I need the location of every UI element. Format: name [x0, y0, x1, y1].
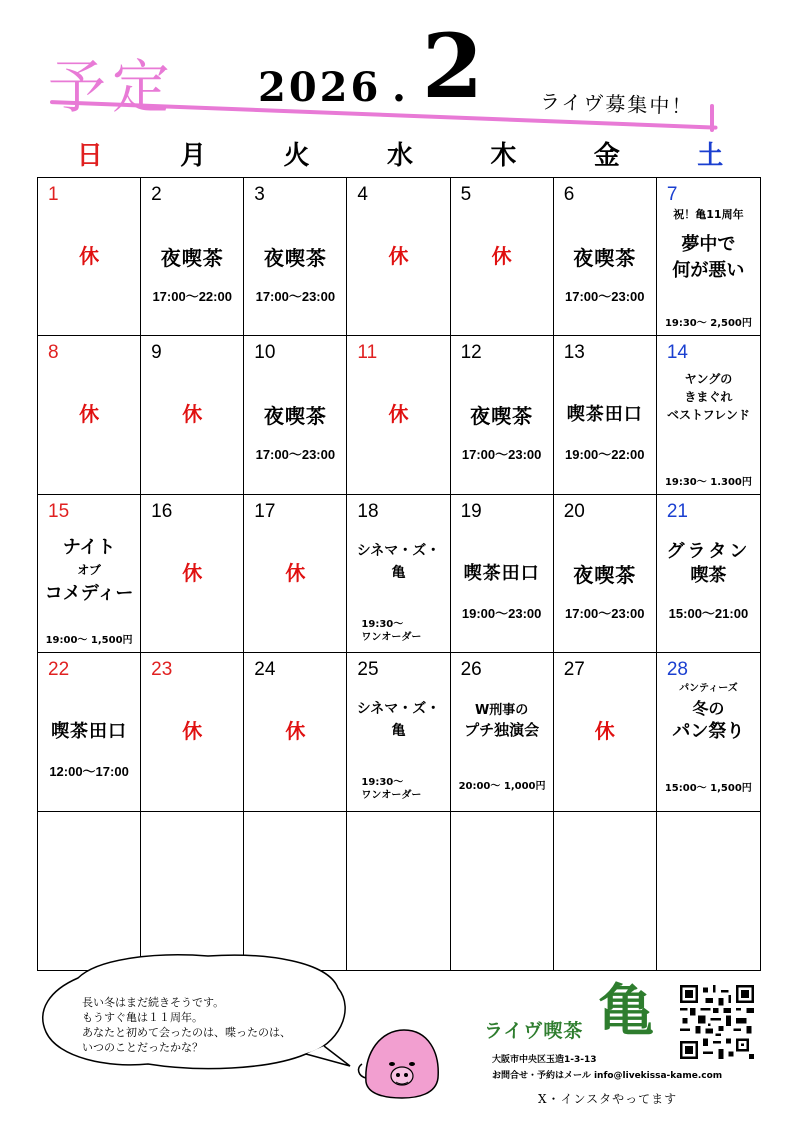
weekday-wed: 水 — [386, 141, 413, 171]
event-time: 17:00～23:00 — [565, 289, 645, 304]
bubble-line: あなたと初めて会ったのは、喋ったのは、 — [82, 1025, 291, 1039]
event-title-line: W刑事の — [474, 703, 529, 719]
shop-name: ライヴ喫茶 — [484, 1020, 584, 1042]
day-number: 3 — [254, 184, 265, 205]
closed-label: 休 — [182, 402, 203, 427]
day-number: 18 — [357, 500, 379, 522]
weekday-header — [38, 138, 762, 174]
closed-label: 休 — [594, 719, 615, 744]
event-title: 夜喫茶 — [573, 246, 637, 270]
day-number: 2 — [151, 184, 162, 205]
bubble-line: 長い冬はまだ続きそうです。 — [82, 996, 225, 1009]
event-title-line: シネマ・ズ・ — [356, 701, 441, 718]
event-title-line: コメディー — [44, 582, 134, 604]
calendar-day-cell — [38, 178, 141, 336]
closed-label: 休 — [182, 719, 203, 744]
weekday-sun: 日 — [76, 141, 103, 171]
weekday-thu: 木 — [490, 141, 517, 171]
day-number: 27 — [563, 659, 585, 681]
weekday-fri: 金 — [593, 141, 620, 171]
day-number: 23 — [151, 659, 173, 681]
calendar-day-cell — [451, 812, 554, 970]
event-time: 15:00～21:00 — [668, 605, 749, 621]
event-time: 17:00～23:00 — [255, 447, 336, 463]
calendar-day-cell — [244, 178, 347, 336]
event-time: 12:00～17:00 — [49, 764, 129, 780]
turtle-mascot-icon — [356, 1022, 446, 1102]
title-yotei: 予定 — [48, 53, 177, 121]
calendar-day-cell — [657, 812, 760, 970]
event-title-line: ヤングの — [684, 372, 733, 387]
event-title-line: オブ — [77, 562, 101, 577]
calendar-day-cell — [244, 653, 347, 811]
day-number: 9 — [151, 342, 162, 364]
day-number: 25 — [357, 659, 379, 681]
day-number: 26 — [460, 659, 482, 681]
day-number: 24 — [254, 659, 276, 681]
calendar-day-cell — [347, 812, 450, 970]
calendar-day-cell — [451, 178, 554, 336]
closed-label: 休 — [388, 402, 409, 427]
calendar-day-cell — [347, 653, 450, 811]
event-time: 17:00～23:00 — [255, 289, 336, 304]
live-recruit-note: ライヴ募集中！ — [539, 89, 694, 119]
title-month: 2 — [422, 14, 484, 118]
calendar-day-cell — [657, 178, 760, 336]
calendar-day-cell — [554, 812, 657, 970]
event-title-line: シネマ・ズ・ — [356, 542, 441, 559]
event-title-line: きまぐれ — [684, 390, 733, 405]
event-title: 夜喫茶 — [573, 562, 637, 587]
event-note: 19:30～ — [361, 777, 404, 789]
title-year: 2026 — [258, 64, 382, 111]
event-title-line: パン祭り — [672, 721, 745, 743]
closed-label: 休 — [182, 560, 203, 585]
day-number: 15 — [48, 500, 70, 522]
event-title-line: グラタン — [666, 540, 751, 562]
calendar-day-cell — [38, 495, 141, 653]
bubble-message — [82, 996, 342, 1055]
calendar-day-cell — [451, 336, 554, 494]
pink-underline-tick — [710, 104, 714, 132]
event-price: 15:00～ 1,500円 — [664, 783, 752, 795]
calendar-day-cell — [554, 178, 657, 336]
closed-label: 休 — [285, 560, 306, 585]
day-number: 21 — [666, 500, 688, 522]
event-title: 喫茶田口 — [566, 404, 643, 426]
event-title-line: ナイト — [62, 536, 116, 558]
event-price: 19:00～ 1,500円 — [45, 635, 133, 647]
calendar-day-cell — [554, 653, 657, 811]
event-time: 19:00～23:00 — [461, 605, 542, 621]
calendar-day-cell — [38, 653, 141, 811]
bubble-line: いつのことだったかな？ — [82, 1040, 203, 1054]
calendar-day-cell — [347, 178, 450, 336]
event-price: 19:30～ 2,500円 — [664, 318, 752, 330]
calendar-day-cell — [141, 812, 244, 970]
calendar-day-cell — [554, 495, 657, 653]
calendar-day-cell — [657, 653, 760, 811]
event-note: ワンオーダー — [361, 631, 422, 643]
title-dot: . — [392, 64, 406, 111]
closed-label: 休 — [491, 244, 512, 268]
calendar-day-cell — [38, 336, 141, 494]
event-title-line: プチ独演会 — [464, 721, 540, 740]
event-time: 17:00～23:00 — [461, 447, 542, 463]
event-title: 喫茶田口 — [463, 562, 540, 584]
shop-contact: お問合せ・予約はメール info@livekissa-kame.com — [492, 1071, 723, 1081]
day-number: 12 — [460, 342, 482, 364]
calendar-day-cell — [244, 495, 347, 653]
day-number: 5 — [460, 184, 472, 205]
event-title-line: 夢中で — [681, 234, 736, 255]
qr-code-icon[interactable] — [680, 985, 754, 1059]
day-number: 1 — [48, 184, 59, 205]
shop-logo-kame: 亀 — [598, 979, 654, 1044]
calendar-day-cell — [451, 653, 554, 811]
calendar-day-cell — [244, 336, 347, 494]
day-number: 16 — [151, 500, 173, 522]
day-number: 8 — [48, 342, 59, 364]
day-number: 22 — [48, 659, 70, 681]
social-note: X・インスタやってます — [538, 1092, 678, 1106]
closed-label: 休 — [79, 402, 100, 427]
bubble-line: もうすぐ亀は１１周年。 — [82, 1010, 203, 1024]
weekday-tue: 火 — [283, 141, 310, 171]
calendar-day-cell — [347, 336, 450, 494]
weekday-sat: 土 — [697, 141, 724, 171]
event-title: 夜喫茶 — [160, 246, 224, 270]
calendar-grid — [37, 177, 761, 971]
event-title-line: 冬の — [692, 699, 725, 719]
day-number: 7 — [666, 184, 678, 205]
event-title: 喫茶田口 — [51, 721, 128, 743]
event-title-line: 何が悪い — [672, 260, 745, 281]
event-subtitle: パンティーズ — [679, 683, 738, 695]
event-title: 夜喫茶 — [470, 404, 534, 429]
weekday-mon: 月 — [180, 141, 207, 171]
closed-label: 休 — [285, 719, 306, 744]
calendar-day-cell — [141, 653, 244, 811]
event-title-line: 亀 — [391, 723, 406, 740]
event-price: 20:00～ 1,000円 — [458, 781, 546, 793]
event-title: 夜喫茶 — [263, 246, 327, 270]
closed-label: 休 — [79, 244, 100, 268]
calendar-day-cell — [141, 336, 244, 494]
event-price: 19:30～ 1.300円 — [664, 476, 752, 488]
day-number: 28 — [666, 659, 688, 681]
event-time: 19:00～22:00 — [565, 447, 645, 463]
calendar-day-cell — [657, 495, 760, 653]
closed-label: 休 — [388, 244, 409, 268]
day-number: 6 — [563, 184, 575, 205]
event-time: 17:00～22:00 — [152, 289, 232, 304]
event-subtitle: 祝！亀11周年 — [673, 208, 744, 221]
day-number: 14 — [666, 342, 688, 364]
event-title: 夜喫茶 — [263, 404, 327, 429]
calendar-day-cell — [554, 336, 657, 494]
day-number: 17 — [254, 500, 276, 522]
event-note: ワンオーダー — [361, 790, 422, 802]
calendar-day-cell — [244, 812, 347, 970]
event-time: 17:00～23:00 — [565, 605, 645, 621]
calendar-day-cell — [347, 495, 450, 653]
day-number: 19 — [460, 500, 482, 522]
calendar-day-cell — [141, 495, 244, 653]
day-number: 13 — [563, 342, 585, 364]
day-number: 4 — [357, 184, 368, 205]
calendar-day-cell — [451, 495, 554, 653]
event-note: 19:30～ — [361, 618, 404, 630]
event-title-line: 喫茶 — [690, 564, 727, 586]
event-title-line: ベストフレンド — [666, 408, 750, 423]
day-number: 10 — [254, 342, 276, 364]
day-number: 11 — [357, 342, 378, 364]
day-number: 20 — [563, 500, 585, 522]
calendar-day-cell — [657, 336, 760, 494]
shop-address: 大阪市中央区玉造1-3-13 — [492, 1055, 597, 1065]
event-title-line: 亀 — [391, 564, 406, 581]
calendar-day-cell — [38, 812, 141, 970]
calendar-day-cell — [141, 178, 244, 336]
